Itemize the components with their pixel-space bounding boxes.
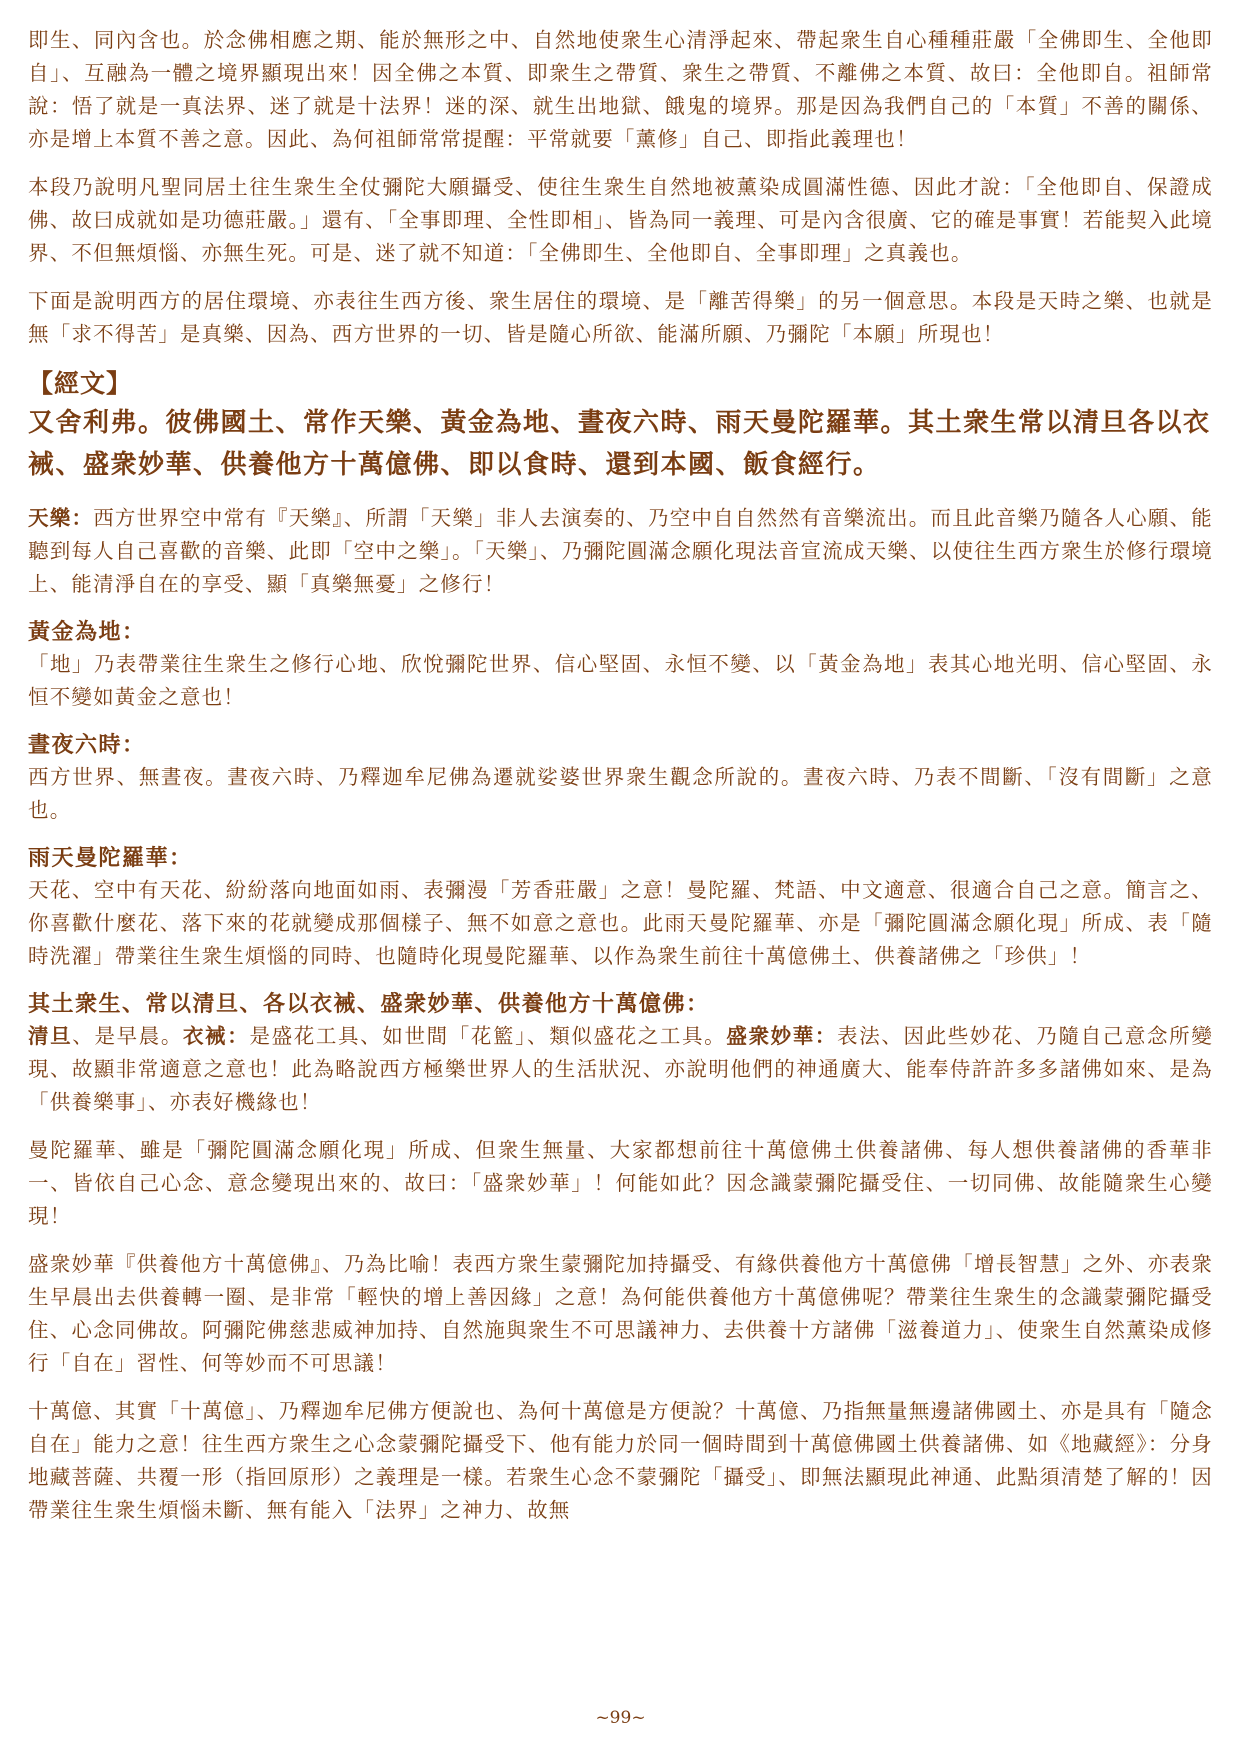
yutian-text: 天花、空中有天花、紛紛落向地面如雨、表彌漫「芳香莊嚴」之意！曼陀羅、梵語、中文適意、很適合自己之意。簡言之、你喜歡什麼花、落下來的花就變成那個樣子、無不如意之意也。此雨天曼陀羅華、亦是「彌陀圓滿念願化現」所成、表「隨時洗濯」帶業往生衆生煩惱的同時、也隨時化現曼陀羅華、以作為衆生前往十萬億佛土、供養諸佛之「珍供」！ [28,878,1213,968]
yutian-heading: 雨天曼陀羅華： [28,845,193,871]
qitu-text-3: 表法、因此些妙花、乃隨自己意念所變現、故顯非常適意之意也！此為略說西方極樂世界人的生活狀況、亦說明他們的神通廣大、能奉侍許許多多諸佛如來、是為「供養樂事」、亦表好機緣也！ [28,1024,1214,1114]
sutra-label: 【經文】 [28,369,133,398]
paragraph-1: 即生、同內含也。於念佛相應之期、能於無形之中、自然地使衆生心清淨起來、帶起衆生自心種種莊嚴「全佛即生、全他即自」、互融為一體之境界顯現出來！因全佛之本質、即衆生之帶質、衆生之帶質、不離佛之本質、故曰：全他即自。祖師常說：悟了就是一真法界、迷了就是十法界！迷的深、就生出地獄、餓鬼的境界。那是因為我們自己的「本質」不善的關係、亦是增上本質不善之意。因此、為何祖師常常提醒：平常就要「薰修」自己、即指此義理也！ [28,28,1213,151]
qitu-heading: 其土衆生、常以清旦、各以衣裓、盛衆妙華、供養他方十萬億佛： [28,991,710,1017]
tianle-paragraph [28,502,1213,601]
qitu-term-2: 衣裓： [183,1024,250,1048]
qitu-text-2: 是盛花工具、如世間「花籃」、類似盛花之工具。 [249,1024,727,1048]
page-number: ~99~ [595,1708,646,1728]
huangjin-heading: 黃金為地： [28,619,146,645]
paragraph-6: 十萬億、其實「十萬億」、乃釋迦牟尼佛方便說也、為何十萬億是方便說？十萬億、乃指無量無邊諸佛國土、亦是具有「隨念自在」能力之意！往生西方衆生之心念蒙彌陀攝受下、他有能力於同一個時間到十萬億佛國土供養諸佛、如《地藏經》：分身地藏菩薩、共覆一形（指回原形）之義理是一樣。若衆生心念不蒙彌陀「攝受」、即無法顯現此神通、此點須清楚了解的！因帶業往生衆生煩惱未斷、無有能入「法界」之神力、故無 [28,1399,1213,1522]
huangjin-text: 「地」乃表帶業往生衆生之修行心地、欣悅彌陀世界、信心堅固、永恒不變、以「黃金為地」表其心地光明、信心堅固、永恒不變如黃金之意也！ [28,652,1213,709]
tianle-term: 天樂： [28,506,94,530]
qitu-paragraph [28,1020,1213,1119]
qitu-term-3: 盛衆妙華： [726,1024,838,1048]
tianle-text: 西方世界空中常有『天樂』、所謂「天樂」非人去演奏的、乃空中自自然然有音樂流出。而且此音樂乃隨各人心願、能聽到每人自己喜歡的音樂、此即「空中之樂」。「天樂」、乃彌陀圓滿念願化現法音宣流成天樂、以使往生西方衆生於修行環境上、能清淨自在的享受、顯「真樂無憂」之修行！ [28,506,1213,596]
qitu-term-1: 清旦 [28,1024,73,1048]
paragraph-2: 本段乃說明凡聖同居土往生衆生全仗彌陀大願攝受、使往生衆生自然地被薰染成圓滿性德、因此才說：「全他即自、保證成佛、故曰成就如是功德莊嚴。」還有、「全事即理、全性即相」、皆為同一義理、可是內含很廣、它的確是事實！若能契入此境界、不但無煩惱、亦無生死。可是、迷了就不知道：「全佛即生、全他即自、全事即理」之真義也。 [28,175,1213,265]
paragraph-3: 下面是說明西方的居住環境、亦表往生西方後、衆生居住的環境、是「離苦得樂」的另一個意思。本段是天時之樂、也就是無「求不得苦」是真樂、因為、西方世界的一切、皆是隨心所欲、能滿所願、乃彌陀「本願」所現也！ [28,289,1213,346]
zhouye-text: 西方世界、無晝夜。晝夜六時、乃釋迦牟尼佛為遷就娑婆世界衆生觀念所說的。晝夜六時、乃表不間斷、「沒有間斷」之意也。 [28,765,1213,822]
paragraph-5: 盛衆妙華『供養他方十萬億佛』、乃為比喻！表西方衆生蒙彌陀加持攝受、有緣供養他方十萬億佛「增長智慧」之外、亦表衆生早晨出去供養轉一圈、是非常「輕快的增上善因緣」之意！為何能供養他方十萬億佛呢？帶業往生衆生的念識蒙彌陀攝受住、心念同佛故。阿彌陀佛慈悲威神加持、自然施與衆生不可思議神力、去供養十方諸佛「滋養道力」、使衆生自然薰染成修行「自在」習性、何等妙而不可思議！ [28,1252,1213,1375]
paragraph-4: 曼陀羅華、雖是「彌陀圓滿念願化現」所成、但衆生無量、大家都想前往十萬億佛土供養諸佛、每人想供養諸佛的香華非一、皆依自己心念、意念變現出來的、故曰：「盛衆妙華」！何能如此？因念識蒙彌陀攝受住、一切同佛、故能隨衆生心變現！ [28,1138,1213,1228]
qitu-text-1: 、是早晨。 [72,1024,184,1048]
zhouye-heading: 晝夜六時： [28,732,146,758]
sutra-text: 又舍利弗。彼佛國土、常作天樂、黃金為地、晝夜六時、雨天曼陀羅華。其土衆生常以清旦各以衣裓、盛衆妙華、供養他方十萬億佛、即以食時、還到本國、飯食經行。 [28,408,1211,480]
